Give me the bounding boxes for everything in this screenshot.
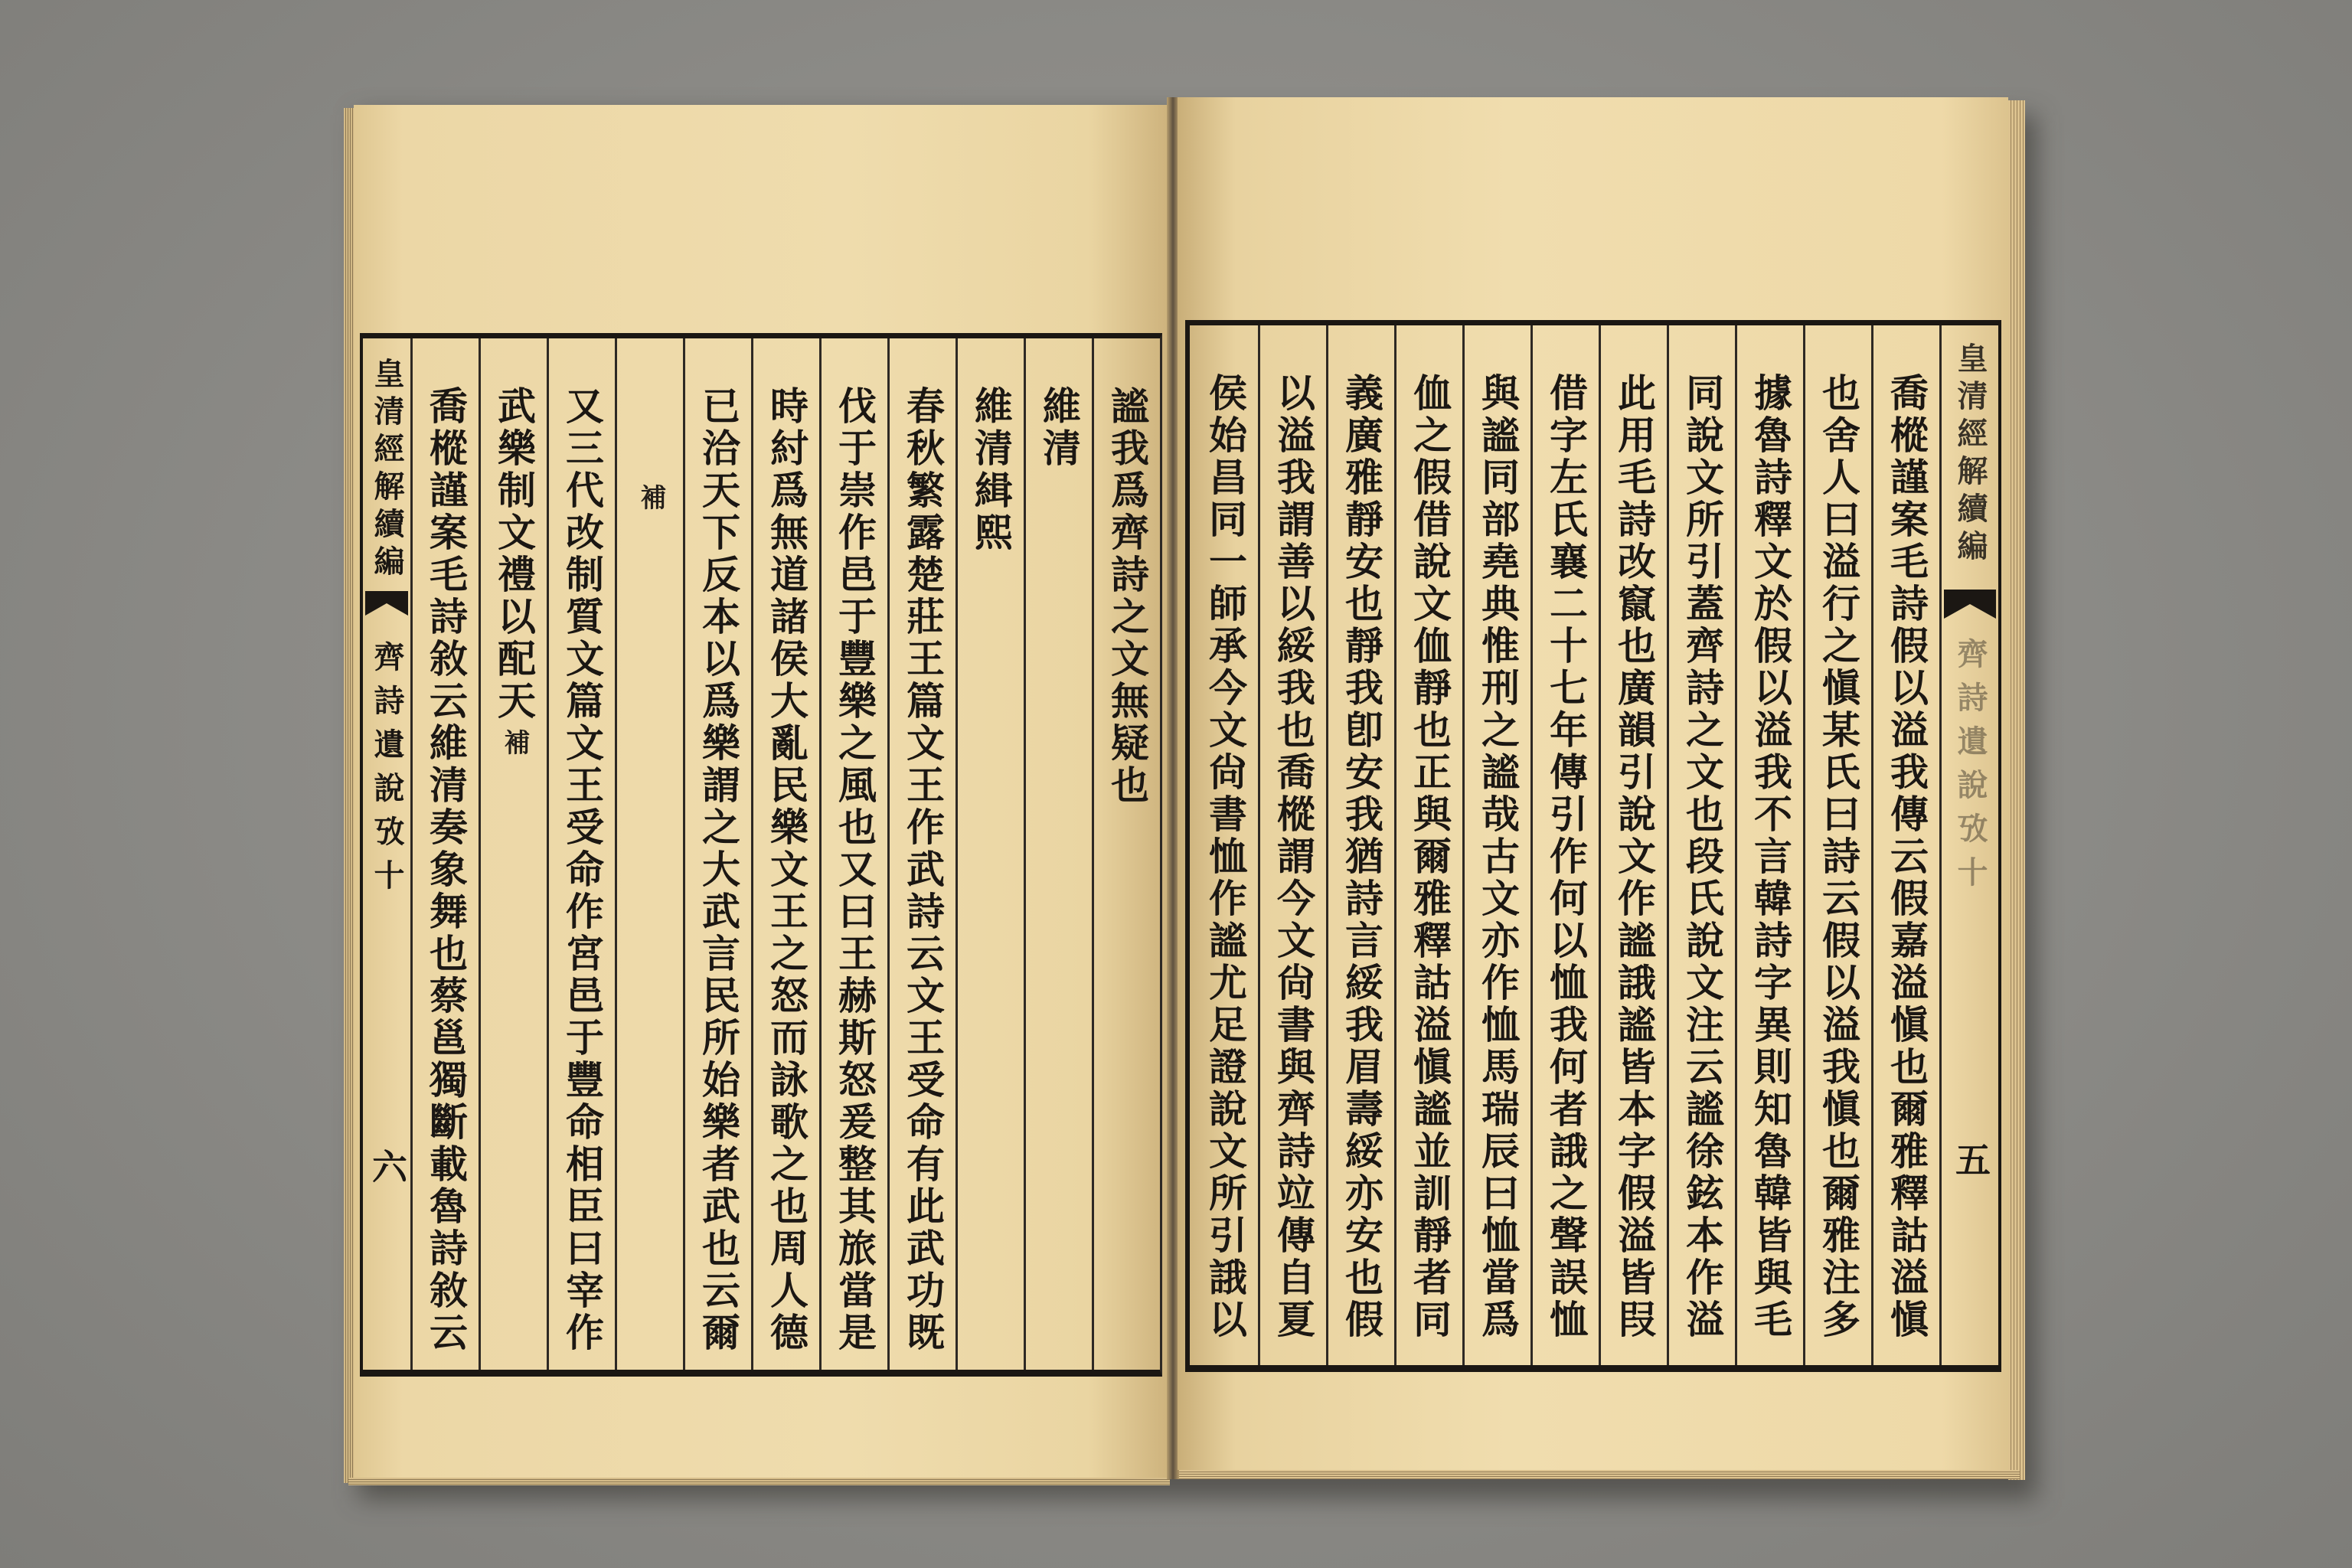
page-edge-stack <box>2008 100 2025 1480</box>
text-column: 與謐同部堯典惟刑之謐哉古文亦作恤馬瑞辰曰恤當爲 <box>1462 325 1530 1365</box>
page-edge-stack <box>1178 1470 2020 1479</box>
column-text: 武樂制文禮以配天 <box>492 386 535 723</box>
page-edge-stack <box>348 1478 1170 1485</box>
text-column: 也舍人曰溢行之愼某氏曰詩云假以溢我愼也爾雅注多 <box>1803 325 1871 1365</box>
fold-leaf-number: 五 <box>1951 1142 1990 1177</box>
section-heading-column: 維清 <box>1024 338 1092 1370</box>
supplement-note: 補 <box>500 729 528 755</box>
text-column <box>479 338 547 1370</box>
right-page-frame <box>1185 320 2001 1372</box>
fishtail-mark <box>365 591 408 616</box>
fold-chapter-title: 齊詩遺說攷十 <box>1953 638 1988 900</box>
right-page <box>1178 97 2008 1470</box>
text-columns <box>1190 325 1939 1365</box>
fold-chapter-title: 齊詩遺說攷十 <box>370 641 404 903</box>
text-column: 以溢我謂善以綏我也喬樅謂今文尙書與齊詩竝傳自夏 <box>1258 325 1326 1365</box>
text-column: 侐之假借說文侐靜也正與爾雅釋詁溢愼謐並訓靜者同 <box>1394 325 1462 1365</box>
supplement-note: 補 <box>636 484 665 510</box>
verse-line-column: 維清緝熙 <box>956 338 1024 1370</box>
text-column: 據魯詩釋文於假以溢我不言韓詩字異則知魯韓皆與毛 <box>1735 325 1803 1365</box>
text-column: 喬樅謹案毛詩假以溢我傳云假嘉溢愼也爾雅釋詁溢愼 <box>1871 325 1939 1365</box>
fishtail-mark <box>1944 590 1996 619</box>
text-column: 喬樅謹案毛詩敘云維清奏象舞也蔡邕獨斷載魯詩敘云 <box>410 338 479 1370</box>
fold-column <box>1939 325 1998 1365</box>
fold-series-title: 皇清經解續編 <box>370 358 404 583</box>
text-column: 時紂爲無道諸侯大亂民樂文王之怒而詠歌之也周人德 <box>751 338 819 1370</box>
text-column: 伐于崇作邑于豐樂之風也又曰王赫斯怒爰整其旅當是 <box>819 338 887 1370</box>
text-column: 又三代改制質文篇文王受命作宮邑于豐命相臣曰宰作 <box>547 338 615 1370</box>
fold-column <box>363 338 410 1370</box>
text-column: 此用毛詩改竄也廣韻引說文作謐誐謐皆本字假溢皆叚 <box>1599 325 1667 1365</box>
left-page <box>354 105 1170 1478</box>
text-column: 已洽天下反本以爲樂謂之大武言民所始樂者武也云爾 <box>683 338 751 1370</box>
page-edge-stack <box>344 108 354 1483</box>
text-column <box>615 338 683 1370</box>
fold-leaf-number: 六 <box>368 1148 407 1184</box>
text-column: 侯始昌同一師承今文尙書恤作謐尤足證說文所引誐以 <box>1204 373 1246 1341</box>
fold-series-title: 皇清經解續編 <box>1953 342 1988 567</box>
text-column: 謐我爲齊詩之文無疑也 <box>1092 338 1160 1370</box>
left-page-frame <box>360 333 1162 1377</box>
text-column: 同說文所引蓋齊詩之文也段氏說文注云謐徐鉉本作溢 <box>1667 325 1735 1365</box>
text-column: 義廣雅靜安也靜我卽安我猶詩言綏我眉壽綏亦安也假 <box>1326 325 1394 1365</box>
text-column: 借字左氏襄二十七年傳引作何以恤我何者誐之聲誤恤 <box>1530 325 1599 1365</box>
text-columns <box>410 338 1160 1370</box>
text-column: 春秋繁露楚莊王篇文王作武詩云文王受命有此武功既 <box>887 338 956 1370</box>
